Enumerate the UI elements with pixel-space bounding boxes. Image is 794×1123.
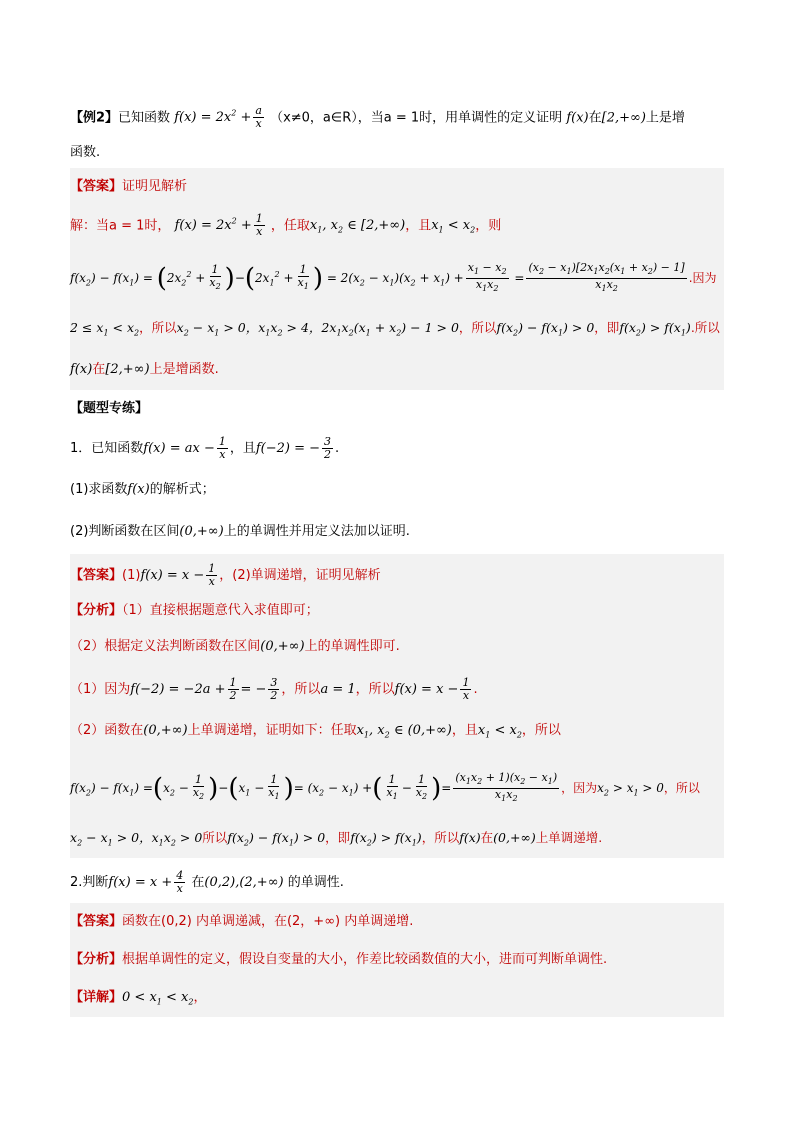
text: 上是增函数. [149, 362, 219, 377]
text: ，即 [325, 830, 351, 845]
answer-tag: 【答案】 [70, 179, 123, 194]
solution-line-3: $2 \le x_1 < x_2$，所以$x_2 - x_1 > 0$，$x_1x_2 > 4$，$2x_1x_2(x_1 + x_2) - 1 > 0$，所以$f(x_2) - f(x_1) > 0$，即$f(x_2) > f(x_1)$.所以 [70, 320, 720, 338]
analysis-line-1 [70, 601, 724, 621]
detail-line-4: $x_2 - x_1 > 0$，$x_1x_2 > 0$所以$f(x_2) - f(x_1) > 0$，即$f(x_2) > f(x_1)$，所以f(x)在(0,+∞)上单调递增. [70, 830, 603, 848]
text: ，且 [229, 441, 256, 456]
text: 所以 [202, 830, 228, 845]
text: 上是增 [645, 110, 685, 126]
answer-2-line: 【答案】(1)f(x) = x − $\frac{1}{x}$ ，(2)单调递增，证明见解析 [70, 562, 381, 588]
answer-text: 证明见解析 [122, 179, 188, 194]
text: ，所以 [355, 682, 395, 697]
answer-tag: 【答案】 [70, 568, 123, 583]
interval: [2,+∞) [601, 110, 646, 126]
text: .因为 [688, 271, 717, 286]
formula-frac: $\frac{a}{x}$ [255, 104, 262, 131]
analysis-line-2: （2）根据定义法判断函数在区间(0,+∞)上的单调性即可. [70, 639, 400, 654]
text: 的单调性. [287, 875, 344, 890]
formula: $f(x) = 2x^2$ + [174, 217, 252, 234]
question-1: 1．已知函数f(x) = ax − $\frac{1}{x}$ ，且f(−2) = − $\frac{3}{2}$ . [70, 435, 340, 461]
answer-tag: 【答案】 [70, 914, 123, 929]
solution-line-2: $f(x_2) - f(x_1) = (2x_2^2$ + $\frac{1}{x_2}$ )$-(2x_1^2$ + $\frac{1}{x_1}$ ) = $2(x_2 - x_1)(x_2 + x_1)$ + $\frac{x_1 - x_2}{x_1x_2}$ = $\frac{(x_2 - x_1)[2x_1x_2(x_1 + x_2) - 1]}{x_1x_2}$ .因为 [70, 261, 717, 294]
text: ，所以 [521, 723, 561, 738]
text: ，则 [475, 218, 502, 234]
q2-detail: 【详解】$0 < x_1 < x_2$， [70, 990, 207, 1007]
text: ，即 [594, 320, 620, 335]
example-tag: 【例2】 [70, 110, 119, 126]
text: 在 [191, 875, 205, 890]
detail-tag: 【详解】 [70, 990, 123, 1005]
text: 上的单调性即可. [304, 639, 400, 654]
practice-header: 【题型专练】 [70, 401, 149, 416]
text: 2.判断 [70, 875, 109, 890]
question-2: 2.判断f(x) = x + $\frac{4}{x}$ 在(0,2),(2,+∞) 的单调性. [70, 869, 344, 895]
solution-line-4: f(x)在[2,+∞)上是增函数. [70, 362, 219, 377]
text: a = 1时，用单调性的定义证明 [383, 110, 563, 126]
text: .所以 [690, 320, 720, 335]
question-1-part2: (2)判断函数在区间(0,+∞)上的单调性并用定义法加以证明. [70, 524, 410, 539]
text: (1) [122, 568, 141, 583]
text: 上的单调性并用定义法加以证明. [223, 524, 410, 539]
text: ，所以 [281, 682, 321, 697]
formula: $f(x_2) - f(x_1)$ = [70, 271, 153, 288]
text: (2)判断函数在区间 [70, 524, 180, 539]
text: 在 [92, 362, 106, 377]
analysis-tag: 【分析】 [70, 603, 123, 618]
text: 的解析式； [149, 482, 215, 497]
detail-line-3: $f(x_2) - f(x_1) =(x_2$ − $\frac{1}{x_2}$ )$-(x_1$ − $\frac{1}{x_1}$ )= $(x_2 - x_1)$ +( $\frac{1}{x_1}$ − $\frac{1}{x_2}$ )= $\frac{(x_1x_2 + 1)(x_2 - x_1)}{x_1x_2}$ ，因为$x_2 > x_1 > 0$，所以 [70, 771, 700, 804]
text: ，所以 [458, 320, 497, 335]
detail-line-2: （2）函数在(0,+∞)上单调递增，证明如下：任取$x_1$, $x_2$ ∈ (0,+∞)，且$x_1 < x_2$，所以 [70, 723, 561, 740]
text: ，且 [451, 723, 478, 738]
text: ，任取 [270, 218, 310, 234]
detail-line-1: （1）因为f(−2) = −2a + $\frac{1}{2}$ = − $\frac{3}{2}$ ，所以a = 1，所以f(x) = x − $\frac{1}{x}$ . [70, 676, 478, 702]
text: （1）直接根据题意代入求值即可； [122, 603, 319, 618]
text: （2）根据定义法判断函数在区间 [70, 639, 261, 654]
formula: $f(x) = 2x^2$ + [174, 109, 252, 126]
answer-block-2 [70, 554, 724, 858]
text: ，(2)单调递增，证明见解析 [219, 568, 381, 583]
q2-analysis [70, 950, 724, 970]
solution-line-1 [70, 212, 724, 241]
text: 根据单调性的定义，假设自变量的大小，作差比较函数值的大小，进而可判断单调性. [122, 952, 608, 967]
text: 已知函数 [118, 110, 171, 126]
text: 解：当 [70, 218, 110, 234]
text: （1）因为 [70, 682, 131, 697]
text: ，所以 [139, 320, 177, 335]
text: (1)求函数 [70, 482, 128, 497]
analysis-tag: 【分析】 [70, 952, 123, 967]
text: a = 1时， [109, 218, 171, 234]
example-2-statement [70, 104, 724, 130]
text: （2）函数在 [70, 723, 144, 738]
text: ，因为 [561, 781, 598, 796]
formula: f(x) [566, 110, 589, 126]
text: 1．已知函数 [70, 441, 144, 456]
text: 函数在(0,2) 内单调递减，在(2，+∞) 内单调递增. [122, 914, 414, 929]
text: ，且 [405, 218, 432, 234]
text: 上单调递增. [535, 830, 603, 845]
text: ，所以 [421, 830, 460, 845]
q2-answer [70, 912, 724, 932]
text: 上单调递增，证明如下：任取 [187, 723, 357, 738]
formula: $x_1$, $x_2$ ∈ [2,+∞) [309, 218, 406, 235]
text: ，所以 [663, 781, 700, 796]
formula-frac: $\frac{1}{x}$ [255, 212, 263, 239]
formula: $x_1 < x_2$ [431, 218, 476, 235]
answer-line [70, 177, 724, 197]
text: 在 [480, 830, 494, 845]
question-1-part1: (1)求函数f(x)的解析式； [70, 482, 215, 497]
text: （x≠0，a∈R），当 [270, 110, 384, 126]
example-2-line2: 函数. [70, 145, 101, 160]
text: 在 [588, 110, 602, 126]
